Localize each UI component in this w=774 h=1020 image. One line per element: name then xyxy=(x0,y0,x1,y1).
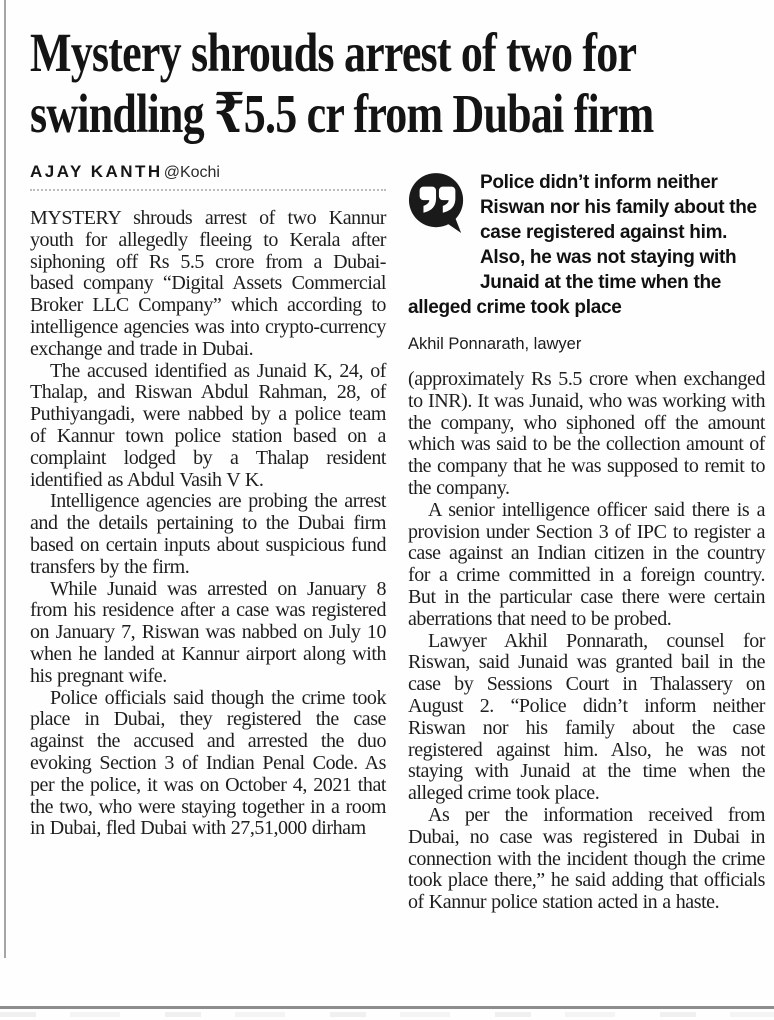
byline-divider xyxy=(30,189,386,191)
body-paragraph: A senior intelligence officer said there is a provision under Section 3 of IPC to register a case against an Indian citizen in the country for a crime committed in a foreign country. But in the particular case there were certain aberrations that need to be probed. xyxy=(408,498,765,630)
column-left xyxy=(30,158,386,840)
pull-quote-text: Police didn’t inform neither Riswan nor his family about the case registered against him. Also, he was not staying with Junaid at the time when the alleged crime took place xyxy=(408,172,757,318)
body-paragraph: Lawyer Akhil Ponnarath, counsel for Riswan, said Junaid was granted bail in the case by Sessions Court in Thalassery on August 2. “Police didn’t inform neither Riswan nor his family about the case registered against him. Also, he was not staying with Junaid at the time when the alleged crime took place. xyxy=(408,629,765,805)
byline-location: @Kochi xyxy=(163,164,220,181)
body-paragraph: The accused identified as Junaid K, 24, of Thalap, and Riswan Abdul Rahman, 28, of Puthiyangadi, were nabbed by a police team of Kannur town police station based on a complaint lodged by a Thalap resident identified as Abdul Vasih V K. xyxy=(30,359,386,491)
body-paragraph: (approximately Rs 5.5 crore when exchanged to INR). It was Junaid, who was working with the company, who siphoned off the amount which was said to be the collection amount of the company that he was supposed to remit to the company. xyxy=(408,368,765,499)
body-paragraph: MYSTERY shrouds arrest of two Kannur youth for allegedly fleeing to Kerala after siphoning off Rs 5.5 crore from a Dubai-based company “Digital Assets Commercial Broker LLC Company” which according to intelligence agencies was into crypto-currency exchange and trade in Dubai. xyxy=(30,207,386,360)
quote-bubble-icon xyxy=(408,172,466,236)
pull-quote-text-block xyxy=(408,170,765,320)
headline xyxy=(30,22,765,144)
article-columns xyxy=(30,158,765,914)
headline-line-1: Mystery shrouds arrest of two for xyxy=(30,22,637,83)
pull-quote-attribution: Akhil Ponnarath, lawyer xyxy=(408,335,582,353)
byline-author: AJAY KANTH xyxy=(30,162,163,181)
cropped-next-row-artifact xyxy=(0,1012,774,1017)
body-paragraph: As per the information received from Dubai, no case was registered in Dubai in connection with the incident though the crime took place there,” he said adding that officials of Kannur police station acted in a haste. xyxy=(408,803,765,914)
body-paragraph: Police officials said though the crime took place in Dubai, they registered the case against the accused and arrested the duo evoking Section 3 of Indian Penal Code. As per the police, it was on October 4, 2021 that the two, who were staying together in a room in Dubai, fled Dubai with 27,51,000 dirham xyxy=(30,686,386,840)
headline-line-2: swindling ₹5.5 cr from Dubai firm xyxy=(30,83,654,144)
column-right xyxy=(408,158,765,914)
bottom-divider-rule xyxy=(0,1006,774,1009)
body-paragraph: Intelligence agencies are probing the arrest and the details pertaining to the Dubai firm based on certain inputs about suspicious fund transfers by the firm. xyxy=(30,490,386,578)
pull-quote xyxy=(408,158,765,354)
body-paragraph: While Junaid was arrested on January 8 from his residence after a case was registered on January 7, Riswan was nabbed on July 10 when he landed at Kannur airport along with his pregnant wife. xyxy=(30,577,386,687)
byline xyxy=(30,158,386,182)
